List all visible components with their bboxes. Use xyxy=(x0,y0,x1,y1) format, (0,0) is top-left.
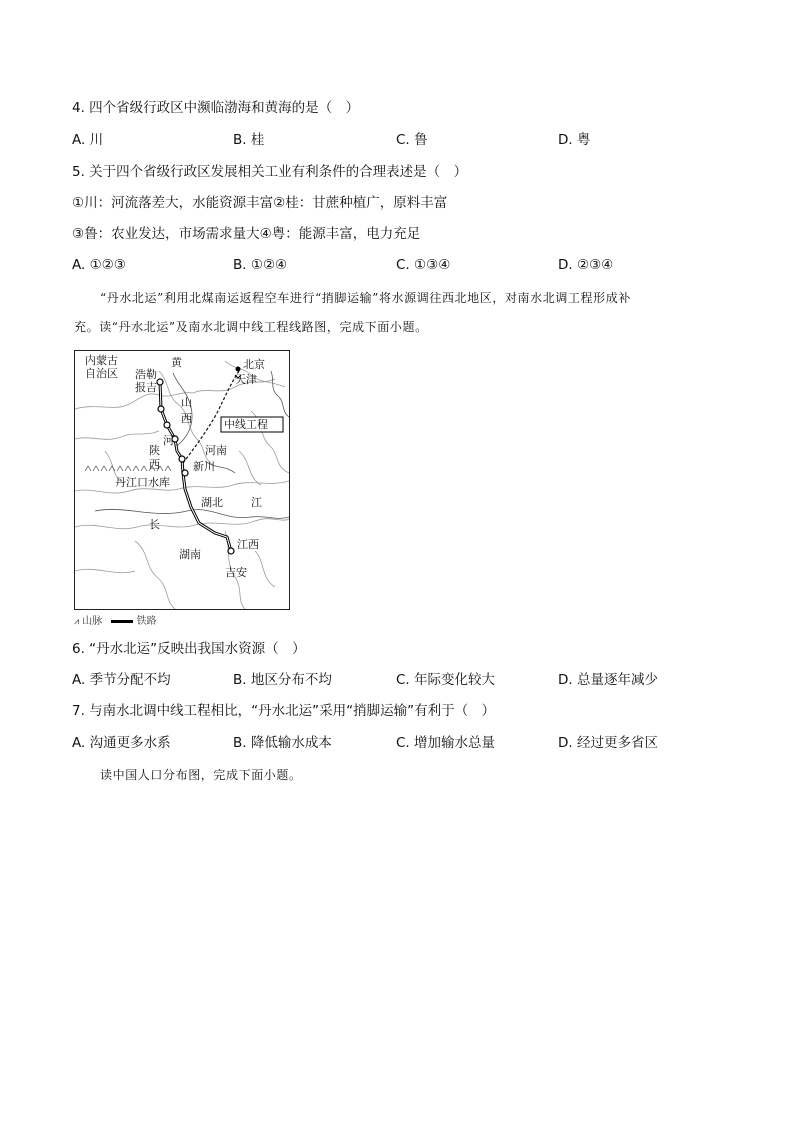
map-label-hubei: 湖北 xyxy=(201,496,223,509)
map-label-he: 河 xyxy=(163,434,174,447)
q5-option-c: C. ①③④ xyxy=(396,257,451,273)
passage-line-1: “丹水北运”利用北煤南运返程空车进行“捎脚运输”将水源调往西北地区，对南水北调工程形成补 xyxy=(100,291,631,305)
map-label-shanxi-2: 西 xyxy=(181,412,192,425)
map-label-shaan-1: 陕 xyxy=(149,444,160,457)
q5-statement-2: ③鲁：农业发达，市场需求量大④粤：能源丰富，电力充足 xyxy=(72,226,421,242)
question-5-stem: 5. 关于四个省级行政区发展相关工业有利条件的合理表述是（ ） xyxy=(72,164,468,180)
q6-option-b: B. 地区分布不均 xyxy=(233,672,332,688)
q4-option-b: B. 桂 xyxy=(233,132,265,148)
q4-option-a: A. 川 xyxy=(72,132,104,148)
q7-option-a: A. 沟通更多水系 xyxy=(72,735,171,751)
map-label-zizhiqu: 自治区 xyxy=(85,367,118,380)
map-label-tianjin: 天津 xyxy=(235,373,257,386)
map-label-danjiangkou: 丹江口水库 xyxy=(115,476,170,489)
map-label-chang: 长 xyxy=(149,518,160,531)
map-label-henan: 河南 xyxy=(205,444,227,457)
question-4-stem: 4. 四个省级行政区中濒临渤海和黄海的是（ ） xyxy=(72,100,360,116)
q7-option-d: D. 经过更多省区 xyxy=(558,735,658,751)
map-label-zhongxian: 中线工程 xyxy=(224,418,268,431)
next-section-intro: 读中国人口分布图，完成下面小题。 xyxy=(100,768,302,782)
map-label-jiangxi: 江西 xyxy=(237,538,259,551)
map-label-baoji: 报吉 xyxy=(135,381,157,394)
map-label-jiang: 江 xyxy=(251,496,262,509)
q6-option-a: A. 季节分配不均 xyxy=(72,672,171,688)
map-label-shanxi-1: 山 xyxy=(181,396,192,409)
question-6-stem: 6. “丹水北运”反映出我国水资源（ ） xyxy=(72,641,306,657)
q6-option-d: D. 总量逐年减少 xyxy=(558,672,658,688)
q5-option-b: B. ①②④ xyxy=(233,257,288,273)
map-label-neimenggu: 内蒙古 xyxy=(85,354,118,367)
map-label-huang: 黄 xyxy=(171,356,182,369)
legend-mountain-label: 山脉 xyxy=(82,616,103,627)
map-label-beijing: 北京 xyxy=(243,358,265,371)
railway-icon xyxy=(111,620,133,623)
q7-option-c: C. 增加输水总量 xyxy=(396,735,496,751)
q6-option-c: C. 年际变化较大 xyxy=(396,672,496,688)
legend-railway-label: 铁路 xyxy=(136,616,157,627)
route-map xyxy=(74,350,290,610)
map-label-hunan: 湖南 xyxy=(179,548,201,561)
route-map-graphic xyxy=(75,351,289,609)
passage-line-2: 充。读“丹水北运”及南水北调中线工程线路图，完成下面小题。 xyxy=(74,320,428,334)
q5-option-a: A. ①②③ xyxy=(72,257,126,273)
map-label-jian: 吉安 xyxy=(225,566,247,579)
mountain-icon: ⩘ xyxy=(74,617,80,627)
map-legend xyxy=(74,612,157,627)
q5-option-d: D. ②③④ xyxy=(558,257,614,273)
q7-option-b: B. 降低输水成本 xyxy=(233,735,332,751)
question-7-stem: 7. 与南水北调中线工程相比，“丹水北运”采用“捎脚运输”有利于（ ） xyxy=(72,703,496,719)
q5-statement-1: ①川：河流落差大，水能资源丰富②桂：甘蔗种植广，原料丰富 xyxy=(72,195,448,211)
q4-option-d: D. 粤 xyxy=(558,132,591,148)
map-label-shaan-2: 西 xyxy=(149,458,160,471)
map-label-xinchuan: 新川 xyxy=(193,460,215,473)
map-label-haole: 浩勒 xyxy=(135,368,157,381)
q4-option-c: C. 鲁 xyxy=(396,132,428,148)
